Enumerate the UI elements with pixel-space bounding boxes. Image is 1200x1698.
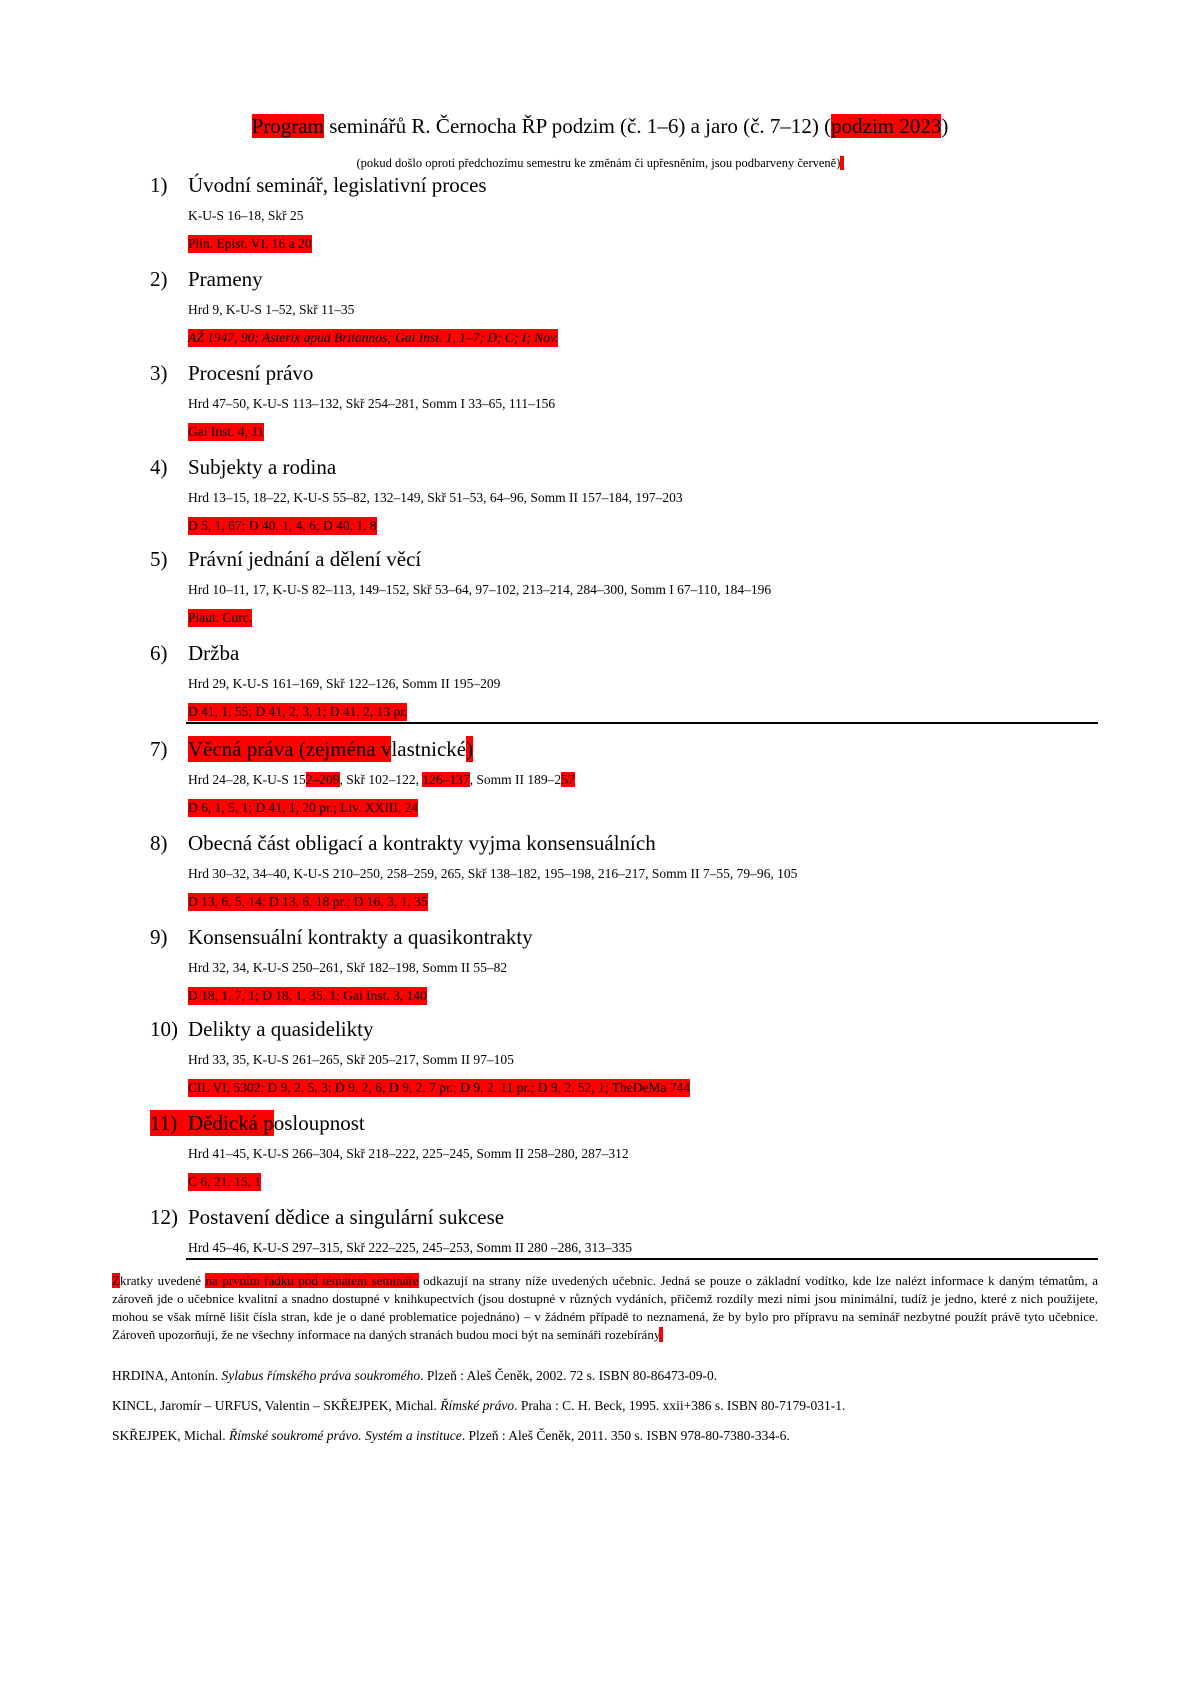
topic-title: Postavení dědice a singulární sukcese <box>188 1205 505 1229</box>
topic-title: Držba <box>188 641 240 665</box>
topic-references: Hrd 30–32, 34–40, K-U-S 210–250, 258–259, 265, Skř 138–182, 195–198, 216–217, Somm II 7–55, 79–96, 105 <box>188 866 798 881</box>
topic-3 <box>150 360 1100 441</box>
topic-sources: Plin. Epist. VI, 16 a 20 <box>188 236 312 251</box>
bibliography-entry: HRDINA, Antonín. Sylabus římského práva soukromého. Plzeň : Aleš Čeněk, 2002. 72 s. ISBN 80-86473-09-0. <box>112 1368 718 1383</box>
bibliography-entry: SKŘEJPEK, Michal. Římské soukromé právo. Systém a instituce. Plzeň : Aleš Čeněk, 2011. 350 s. ISBN 978-80-7380-334-6. <box>112 1428 790 1443</box>
topic-sources: Plaut. Curc. <box>188 610 253 625</box>
topic-10 <box>150 1016 1100 1097</box>
topic-references: Hrd 24–28, K-U-S 152–209, Skř 102–122, 126–137, Somm II 189–257 <box>188 772 575 787</box>
topic-9 <box>150 924 1100 1005</box>
topic-sources: D 13, 6, 5, 14; D 13, 6, 18 pr.; D 16, 3, 1, 35 <box>188 894 428 909</box>
topic-title-rest: osloupnost <box>273 1111 365 1135</box>
title-semester-highlight: podzim 2023 <box>831 114 942 138</box>
topic-title-rest: lastnické <box>391 737 467 761</box>
topic-sources: D 5, 1, 67; D 40, 1, 4, 6; D 40, 1, 8 <box>188 518 377 533</box>
topic-8 <box>150 830 1100 911</box>
topic-references: Hrd 33, 35, K-U-S 261–265, Skř 205–217, Somm II 97–105 <box>188 1052 514 1067</box>
topic-4 <box>150 454 1100 535</box>
title-highlight: Program <box>251 114 324 138</box>
topic-title: Subjekty a rodina <box>188 455 337 479</box>
page-subtitle <box>0 156 1200 171</box>
topic-sources: AŽ 1947, 90; Asterix apud Britannos; Gai Inst. 1, 1–7; D; C; I; Nov. <box>188 330 559 345</box>
topic-references: Hrd 13–15, 18–22, K-U-S 55–82, 132–149, Skř 51–53, 64–96, Somm II 157–184, 197–203 <box>188 490 683 505</box>
footnote-divider <box>186 1258 1098 1260</box>
topic-sources: CIL VI, 5302; D 9, 2, 5, 3; D 9, 2, 6; D 9, 2, 7 pr.; D 9, 2, 11 pr.; D 9, 2, 52, 1; TheDeMa 744 <box>188 1080 691 1095</box>
topic-title: Úvodní seminář, legislativní proces <box>188 173 487 197</box>
topic-11 <box>150 1110 1100 1191</box>
topic-sources: D 6, 1, 5, 1; D 41, 1, 20 pr.; Liv. XXIII, 24 <box>188 800 419 815</box>
topic-number: 1) <box>150 173 168 197</box>
topic-references: Hrd 32, 34, K-U-S 250–261, Skř 182–198, Somm II 55–82 <box>188 960 508 975</box>
topic-title-highlight: Věcná práva (zejména v <box>188 737 392 761</box>
topic-title: Procesní právo <box>188 361 314 385</box>
topic-number: 8) <box>150 831 168 855</box>
topic-references: Hrd 10–11, 17, K-U-S 82–113, 149–152, Skř 53–64, 97–102, 213–214, 284–300, Somm I 67–110, 184–196 <box>188 582 772 597</box>
topic-title: Obecná část obligací a kontrakty vyjma konsensuálních <box>188 831 656 855</box>
topic-title: Právní jednání a dělení věcí <box>188 547 422 571</box>
topic-number: 5) <box>150 547 168 571</box>
footnote: Zkratky uvedené na prvním řádku pod tématem semináře odkazují na strany níže uvedených učebnic. Jedná se pouze o základní vodítko, kde lze nalézt informace k daným tématům, a zároveň jde o učebnice kvalitní a snadno dostupné v knihkupectvích (jsou dostupné v různých vydáních, přičemž rozdíly mezi nimi jsou minimální, tudíž je jedno, které z nich použijete, mohou se však mírně lišit čísla stran, kde je o dané problematice pojednáno) – v žádném případě to neznamená, že by bylo pro přípravu na seminář nezbytné použít právě tyto učebnice. Zároveň upozorňuji, že ne všechny informace na daných stranách budou moci být na semináři rozebírány. <box>112 1273 1098 1342</box>
subtitle-text: (pokud došlo oproti předchozímu semestru ke změnám či upřesněním, jsou podbarveny červeně) <box>356 156 841 170</box>
topic-number: 12) <box>150 1205 178 1229</box>
topic-title-highlight: Dědická p <box>188 1111 274 1135</box>
topic-references: Hrd 9, K-U-S 1–52, Skř 11–35 <box>188 302 355 317</box>
topic-1 <box>150 172 1100 253</box>
topic-number: 9) <box>150 925 168 949</box>
topic-references: Hrd 47–50, K-U-S 113–132, Skř 254–281, Somm I 33–65, 111–156 <box>188 396 556 411</box>
semester-divider <box>186 722 1098 724</box>
topic-number: 7) <box>150 737 168 761</box>
topic-sources: D 41, 1, 55; D 41, 2, 3, 1; D 41, 2, 13 pr. <box>188 704 408 719</box>
topic-title: Prameny <box>188 267 263 291</box>
topic-6 <box>150 640 1100 721</box>
topic-2 <box>150 266 1100 347</box>
page-title <box>0 114 1200 139</box>
bibliography-entry: KINCL, Jaromír – URFUS, Valentin – SKŘEJPEK, Michal. Římské právo. Praha : C. H. Beck, 1995. xxii+386 s. ISBN 80-7179-031-1. <box>112 1398 846 1413</box>
topic-references: K-U-S 16–18, Skř 25 <box>188 208 304 223</box>
topic-number: 6) <box>150 641 168 665</box>
topic-5 <box>150 546 1100 627</box>
topic-references: Hrd 41–45, K-U-S 266–304, Skř 218–222, 225–245, Somm II 258–280, 287–312 <box>188 1146 629 1161</box>
topic-number: 4) <box>150 455 168 479</box>
topic-number: 2) <box>150 267 168 291</box>
title-close: ) <box>941 114 949 138</box>
topic-sources: C 6, 21, 15, 1 <box>188 1174 262 1189</box>
topic-number: 11) <box>150 1110 188 1136</box>
topic-title: Delikty a quasidelikty <box>188 1017 374 1041</box>
topic-7 <box>150 736 1100 817</box>
title-text: seminářů R. Černocha ŘP podzim (č. 1–6) a jaro (č. 7–12) ( <box>323 114 832 138</box>
topic-number: 3) <box>150 361 168 385</box>
topic-title-end: ) <box>466 737 474 761</box>
topic-title: Konsensuální kontrakty a quasikontrakty <box>188 925 533 949</box>
topic-12 <box>150 1204 1100 1257</box>
topic-sources: Gai Inst. 4, 11 <box>188 424 265 439</box>
topic-number: 10) <box>150 1017 178 1041</box>
topic-references: Hrd 45–46, K-U-S 297–315, Skř 222–225, 245–253, Somm II 280 –286, 313–335 <box>188 1240 632 1255</box>
topic-sources: D 18, 1, 7, 1; D 18, 1, 35, 1; Gai Inst. 3, 140 <box>188 988 427 1003</box>
topic-references: Hrd 29, K-U-S 161–169, Skř 122–126, Somm II 195–209 <box>188 676 501 691</box>
